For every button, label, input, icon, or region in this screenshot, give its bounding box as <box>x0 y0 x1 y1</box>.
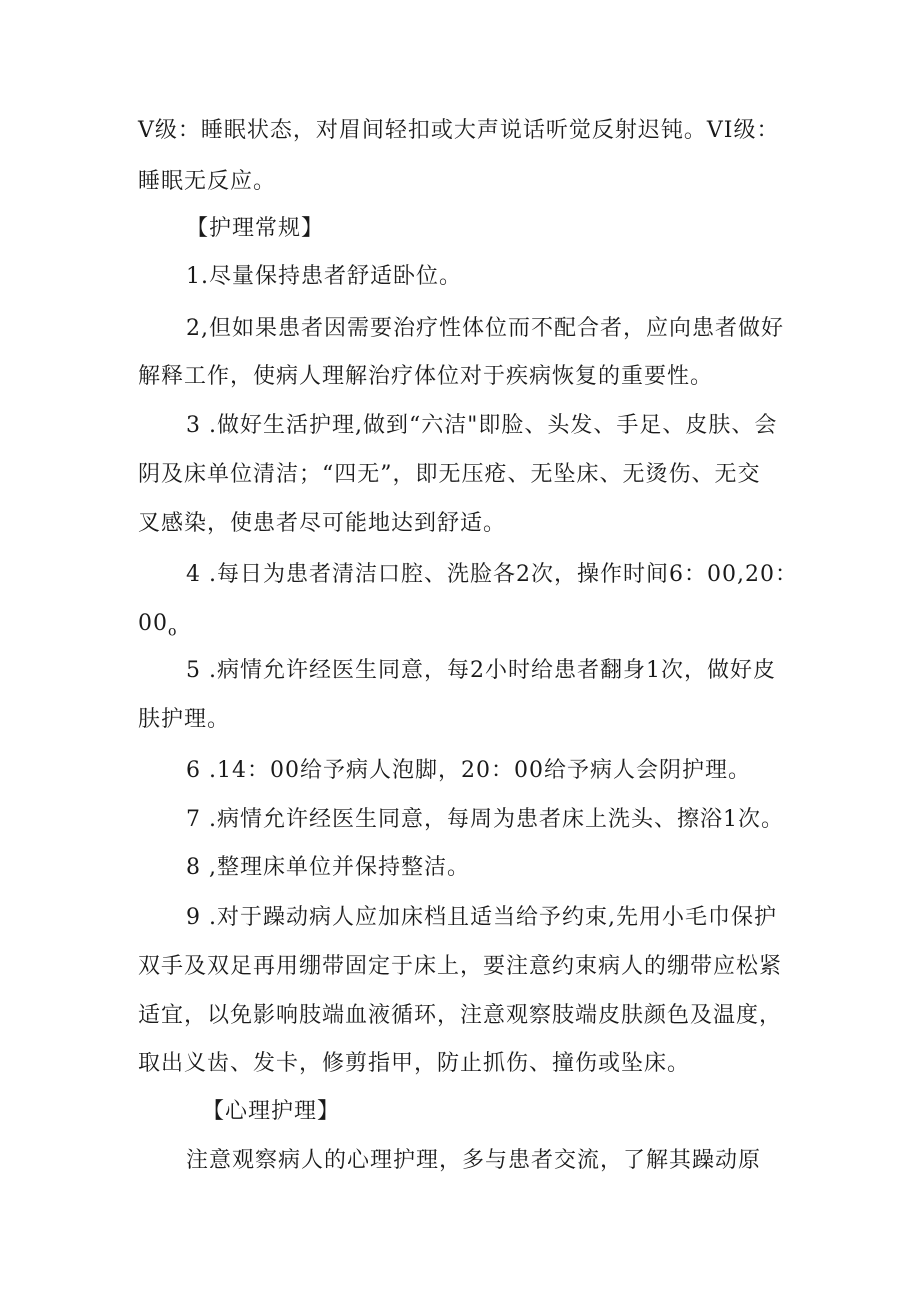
paragraph-line: 注意观察病人的心理护理，多与患者交流，了解其躁动原 <box>186 1148 762 1173</box>
list-item: 6 .14：00给予病人泡脚，20：00给予病人会阴护理。 <box>186 758 751 783</box>
paragraph-line: 适宜，以免影响肢端血液循环，注意观察肢端皮肤颜色及温度， <box>138 1003 783 1028</box>
list-item: 1.尽量保持患者舒适卧位。 <box>186 264 462 289</box>
paragraph-line: 肤护理。 <box>138 707 231 732</box>
list-item: 5 .病情允许经医生同意，每2小时给患者翻身1次，做好皮 <box>186 658 776 683</box>
paragraph-line: $00_o$ <box>138 611 178 640</box>
paragraph-line: V级：睡眠状态，对眉间轻扣或大声说话听觉反射迟钝。VI级： <box>138 118 780 143</box>
paragraph-line: 取出义齿、发卡，修剪指甲，防止抓伤、撞伤或坠床。 <box>138 1051 691 1076</box>
paragraph-line: 阴及床单位清洁；“四无”，即无压疮、无坠床、无烫伤、无交 <box>138 462 761 487</box>
paragraph-line: 解释工作，使病人理解治疗体位对于疾病恢复的重要性。 <box>138 364 714 389</box>
list-item: 3 .做好生活护理,做到“六洁"即脸、头发、手足、皮肤、会 <box>186 413 778 438</box>
section-heading: 【护理常规】 <box>186 216 325 241</box>
paragraph-line: 睡眠无反应。 <box>138 169 277 194</box>
paragraph-line: 双手及双足再用绷带固定于床上，要注意约束病人的绷带应松紧 <box>138 954 783 979</box>
list-item: 8 ,整理床单位并保持整洁。 <box>186 855 470 880</box>
paragraph-line: 叉感染，使患者尽可能地达到舒适。 <box>138 511 507 536</box>
list-item: 7 .病情允许经医生同意，每周为患者床上洗头、擦浴1次。 <box>186 807 784 832</box>
list-item: 9 .对于躁动病人应加床档且适当给予约束,先用小毛巾保护 <box>186 905 777 930</box>
list-item: 2,但如果患者因需要治疗性体位而不配合者，应向患者做好 <box>186 316 784 341</box>
section-heading: 【心理护理】 <box>202 1099 341 1124</box>
list-item: 4 .每日为患者清洁口腔、洗脸各2次，操作时间6：00,20： <box>186 562 798 587</box>
